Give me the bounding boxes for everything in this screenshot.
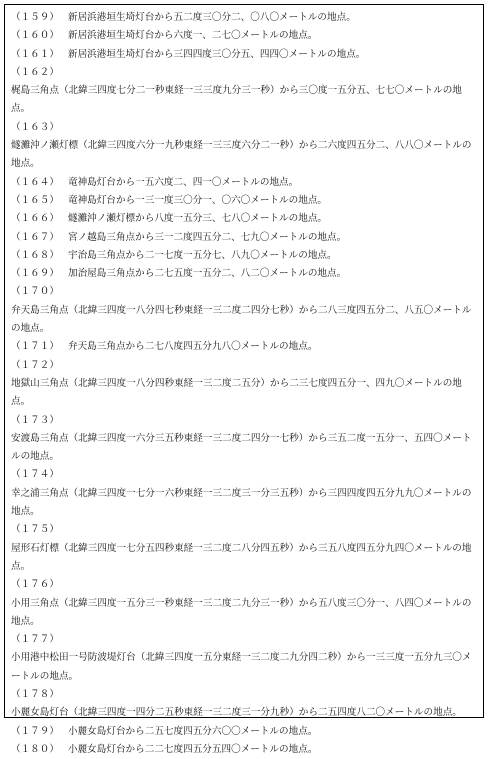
entry-number-173: （１７３） [11, 414, 59, 426]
entry-text-174: 幸之浦三角点（北緯三四度一七分一六秒東経一三二度三一分三五秒）から三四四度四五分九九〇メートルの地点。 [11, 487, 472, 518]
entry-number: （１６８） [11, 249, 59, 261]
entry-text-170: 弁天島三角点（北緯三四度一八分四七秒東経一三二度二四分七秒）から二八三度四五分二、八五〇メートルの地点。 [11, 304, 472, 335]
entry-161 [11, 46, 477, 64]
entry-text-177: 小用港中松田一号防波堤灯台（北緯三四度一五分東経一三二度二九分四二秒）から一三三度一五分九三〇メートルの地点。 [11, 652, 472, 682]
entry-number-176: （１７６） [11, 579, 59, 591]
entry-text-163: 燧灘沖ノ瀬灯標（北緯三四度六分一九秒東経一三三度六分二一秒）から二六度四五分二、八八〇メートルの地点。 [11, 140, 472, 170]
entry-text: 竜神島灯台から一五六度二、四一〇メートルの地点。 [68, 176, 299, 188]
entry-number: （１６０） [11, 30, 59, 42]
entry-160 [11, 27, 477, 45]
entry-number-174: （１７４） [11, 469, 59, 481]
entry-number: （１７１） [11, 341, 59, 353]
entry-number-170: （１７０） [11, 286, 59, 298]
entry-180 [11, 741, 477, 759]
entry-179 [11, 723, 477, 741]
entry-text: 加治屋島三角点から二七五度一五分二、八二〇メートルの地点。 [68, 268, 347, 280]
entry-text-173: 安渡島三角点（北緯三四度一六分三五秒東経一三二度二四分一七秒）から三五二度一五分一、五四〇メートルの地点。 [11, 432, 472, 463]
entry-165 [11, 192, 477, 210]
entry-171 [11, 338, 477, 356]
entry-159 [11, 9, 477, 27]
entry-number: （１６５） [11, 194, 59, 206]
entry-number: （１６９） [11, 268, 59, 280]
entry-text: 弁天島三角点から二七八度四五分九八〇メートルの地点。 [68, 341, 318, 353]
entry-number-162: （１６２） [11, 66, 59, 78]
entry-number: （１７９） [11, 725, 59, 737]
entry-number: （１６７） [11, 231, 59, 243]
entry-text-175: 屋形石灯標（北緯三四度一七分五四秒東経一三二度二八分四五秒）から三五八度四五分九四〇メートルの地点。 [11, 542, 472, 572]
entry-164 [11, 174, 477, 192]
entry-number-178: （１７８） [11, 688, 59, 700]
entry-number-172: （１７２） [11, 359, 59, 371]
entry-number: （１６４） [11, 176, 59, 188]
entry-text: 小麗女島灯台から二二七度四五分五四〇メートルの地点。 [68, 743, 318, 755]
entry-169 [11, 265, 477, 283]
entry-text: 新居浜港垣生埼灯台から六度一、二七〇メートルの地点。 [68, 30, 318, 42]
entry-number: （１５９） [11, 12, 59, 23]
entry-number-175: （１７５） [11, 524, 59, 536]
entry-number-163: （１６３） [11, 121, 59, 133]
entry-text: 燧灘沖ノ瀬灯標から八度一五分三、七八〇メートルの地点。 [68, 213, 328, 225]
entry-number-177: （１７７） [11, 634, 59, 646]
entry-number: （１６６） [11, 213, 59, 225]
entry-number: （１６１） [11, 48, 59, 60]
entry-text: 小麗女島灯台から二五七度四五分六〇〇メートルの地点。 [68, 725, 318, 737]
entry-text-176: 小用三角点（北緯三四度一五分三一秒東経一三二度二九分三一秒）から五八度三〇分一、八四〇メートルの地点。 [11, 597, 472, 627]
entry-number: （１８０） [11, 743, 59, 755]
entry-text-178: 小麗女島灯台（北緯三四度一四分二五秒東経一三二度三一分九秒）から二五四度八二〇メートルの地点。 [11, 707, 462, 719]
entry-text-162: 梶島三角点（北緯三四度七分二一秒東経一三三度九分三一秒）から三〇度一五分五、七七〇メートルの地点。 [11, 85, 462, 115]
entry-text: 宮ノ越島三角点から三一二度四五分二、七九〇メートルの地点。 [68, 231, 347, 243]
entry-167 [11, 229, 477, 247]
entry-text: 竜神島灯台から一三一度三〇分一、〇六〇メートルの地点。 [68, 194, 328, 206]
entry-168 [11, 247, 477, 265]
entry-text: 新居浜港垣生埼灯台から三四四度三〇分五、四四〇メートルの地点。 [68, 48, 366, 60]
entry-text: 宇治島三角点から二一七度一五分七、八九〇メートルの地点。 [68, 249, 337, 261]
entry-text: 新居浜港垣生埼灯台から五二度三〇分二、〇八〇メートルの地点。 [68, 12, 356, 23]
entry-text-172: 地獄山三角点（北緯三四度一八分四秒東経一三二度二五分）から二三七度四五分一、四九〇メートルの地点。 [11, 377, 462, 408]
document-page [4, 4, 484, 755]
entry-166 [11, 210, 477, 228]
